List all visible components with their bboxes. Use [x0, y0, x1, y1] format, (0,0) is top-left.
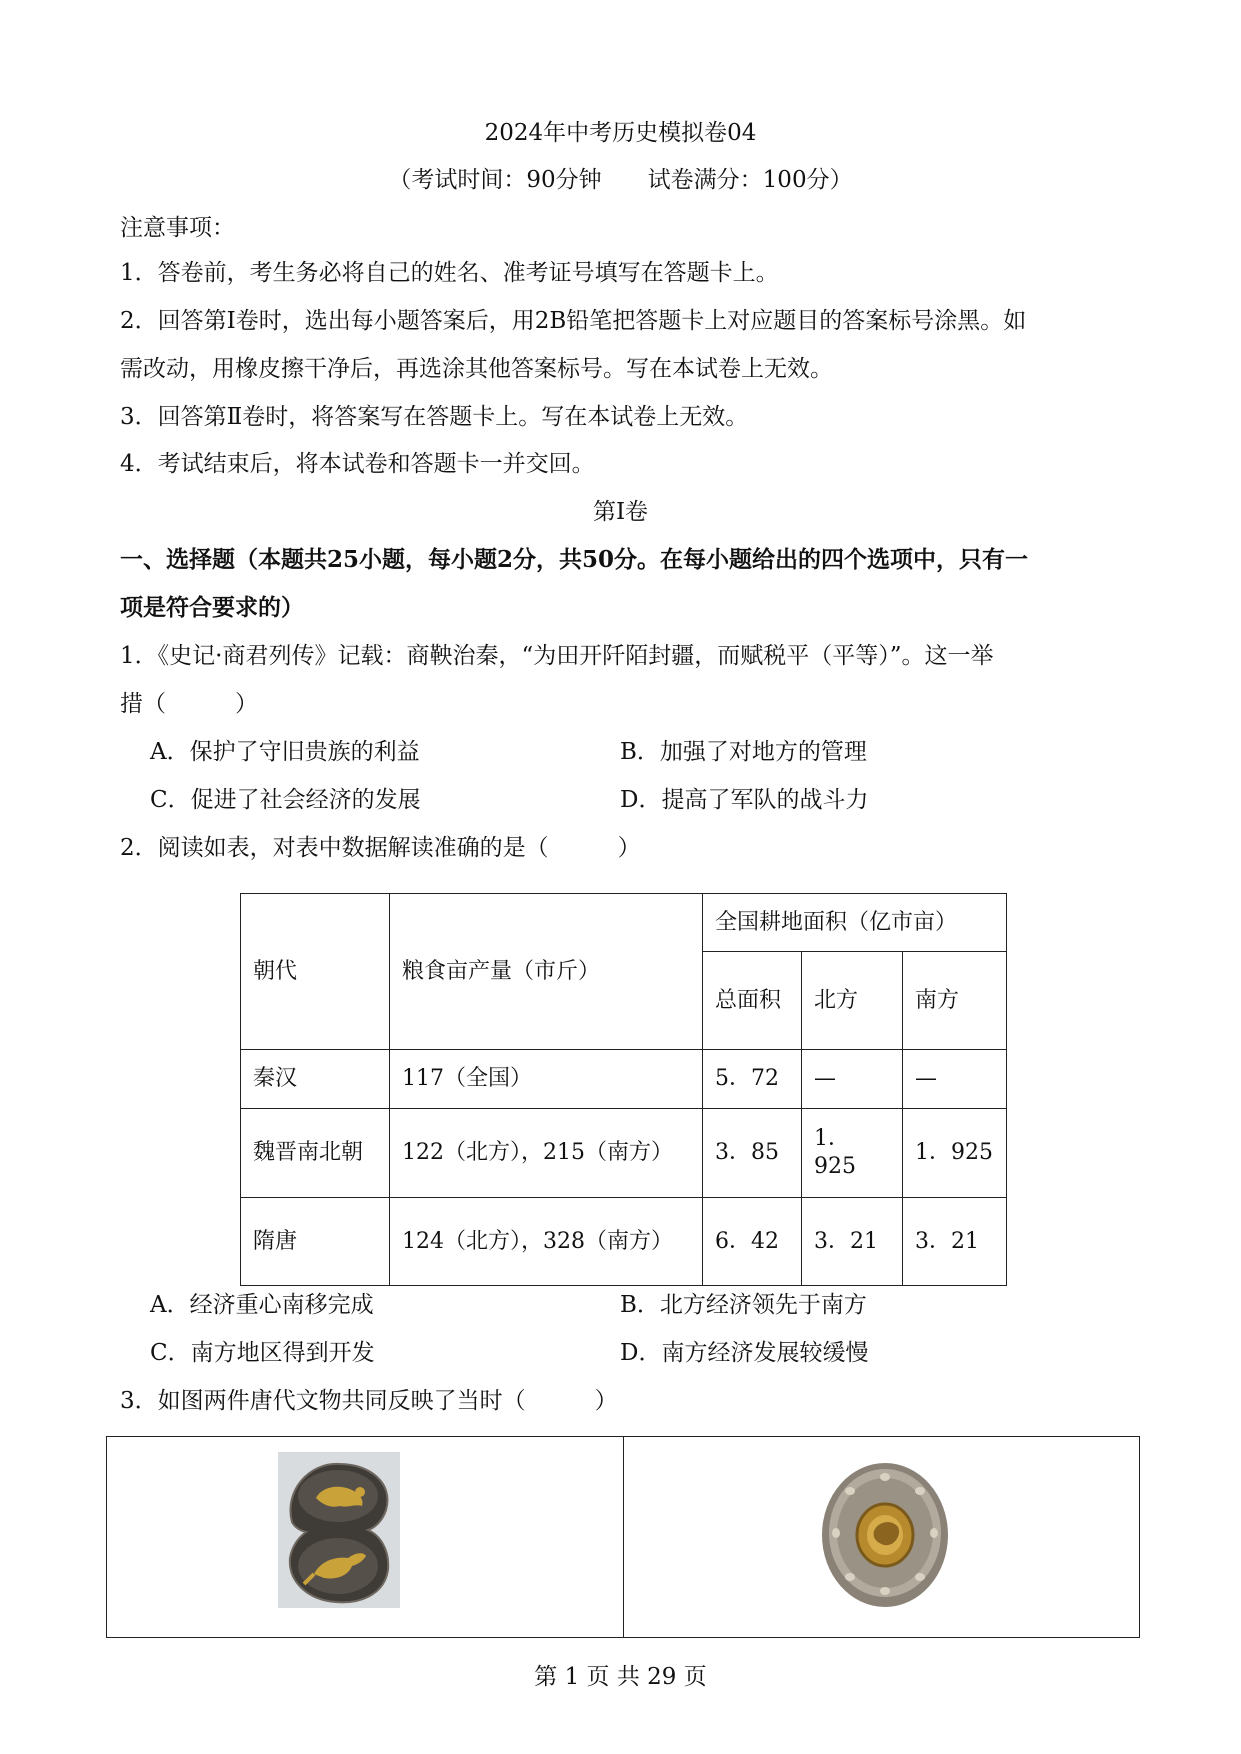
- cell-north: —: [802, 1050, 903, 1109]
- header-yield: 粮食亩产量（市斤）: [390, 894, 703, 1050]
- cell-south: —: [903, 1050, 1007, 1109]
- exam-title: 2024年中考历史模拟卷04: [484, 120, 757, 146]
- table-row: [241, 1050, 1007, 1109]
- q1-option-d: D．提高了军队的战斗力: [620, 787, 869, 813]
- volume-heading: 第Ⅰ卷: [592, 499, 649, 525]
- header-area: 全国耕地面积（亿市亩）: [703, 894, 1007, 952]
- notice-item: 2．回答第Ⅰ卷时，选出每小题答案后，用2B铅笔把答题卡上对应题目的答案标号涂黑。如: [120, 308, 1027, 334]
- q2-option-c: C．南方地区得到开发: [150, 1340, 375, 1366]
- notice-item: 1．答卷前，考生务必将自己的姓名、准考证号填写在答题卡上。: [120, 260, 779, 286]
- question-1-stem: 1．《史记·商君列传》记载：商鞅治秦，“为田开阡陌封疆，而赋税平（平等）”。这一举: [120, 643, 994, 669]
- header-north: 北方: [802, 952, 903, 1050]
- notice-heading: 注意事项：: [120, 215, 235, 241]
- cell-yield: 117（全国）: [390, 1050, 703, 1109]
- cell-dynasty: 魏晋南北朝: [241, 1109, 390, 1198]
- section-heading: 一、选择题（本题共25小题，每小题2分，共50分。在每小题给出的四个选项中，只有一: [120, 546, 1029, 573]
- header-south: 南方: [903, 952, 1007, 1050]
- notice-item: 3．回答第Ⅱ卷时，将答案写在答题卡上。写在本试卷上无效。: [120, 404, 749, 430]
- cell-yield: 124（北方），328（南方）: [390, 1198, 703, 1286]
- header-total-area: 总面积: [703, 952, 802, 1050]
- artifact-cell-right: [623, 1437, 1140, 1637]
- notice-item: 需改动，用橡皮擦干净后，再选涂其他答案标号。写在本试卷上无效。: [120, 356, 833, 382]
- artifact-figure-table: [106, 1436, 1140, 1638]
- cell-yield: 122（北方），215（南方）: [390, 1109, 703, 1198]
- question-1-stem-cont: 措（ ）: [120, 691, 258, 717]
- question-2-stem: 2．阅读如表，对表中数据解读准确的是（ ）: [120, 835, 641, 861]
- cell-south: 1．925: [903, 1109, 1007, 1198]
- exam-subtitle: （考试时间：90分钟 试卷满分：100分）: [388, 167, 853, 193]
- q2-option-d: D．南方经济发展较缓慢: [620, 1340, 869, 1366]
- page-footer: 第 1 页 共 29 页: [534, 1664, 707, 1690]
- section-heading-cont: 项是符合要求的）: [120, 594, 304, 621]
- header-dynasty: 朝代: [241, 894, 390, 1050]
- cell-total: 6．42: [703, 1198, 802, 1286]
- cell-north: 1．925: [802, 1109, 903, 1198]
- cell-total: 3．85: [703, 1109, 802, 1198]
- q1-option-a: A．保护了守旧贵族的利益: [150, 739, 420, 765]
- table-row: [241, 1109, 1007, 1198]
- q2-option-b: B．北方经济领先于南方: [620, 1292, 867, 1318]
- cell-north: 3．21: [802, 1198, 903, 1286]
- cell-south: 3．21: [903, 1198, 1007, 1286]
- cell-dynasty: 秦汉: [241, 1050, 390, 1109]
- question-3-stem: 3．如图两件唐代文物共同反映了当时（ ）: [120, 1388, 618, 1414]
- q1-option-c: C．促进了社会经济的发展: [150, 787, 421, 813]
- grain-yield-table: [240, 893, 1007, 1286]
- notice-item: 4．考试结束后，将本试卷和答题卡一并交回。: [120, 451, 595, 477]
- table-row: [241, 1198, 1007, 1286]
- q2-option-a: A．经济重心南移完成: [150, 1292, 374, 1318]
- cell-dynasty: 隋唐: [241, 1198, 390, 1286]
- q1-option-b: B．加强了对地方的管理: [620, 739, 867, 765]
- silver-dish-with-animals-image: [278, 1452, 400, 1608]
- gilded-silver-bowl-image: [820, 1455, 950, 1611]
- artifact-cell-left: [107, 1437, 623, 1637]
- cell-total: 5．72: [703, 1050, 802, 1109]
